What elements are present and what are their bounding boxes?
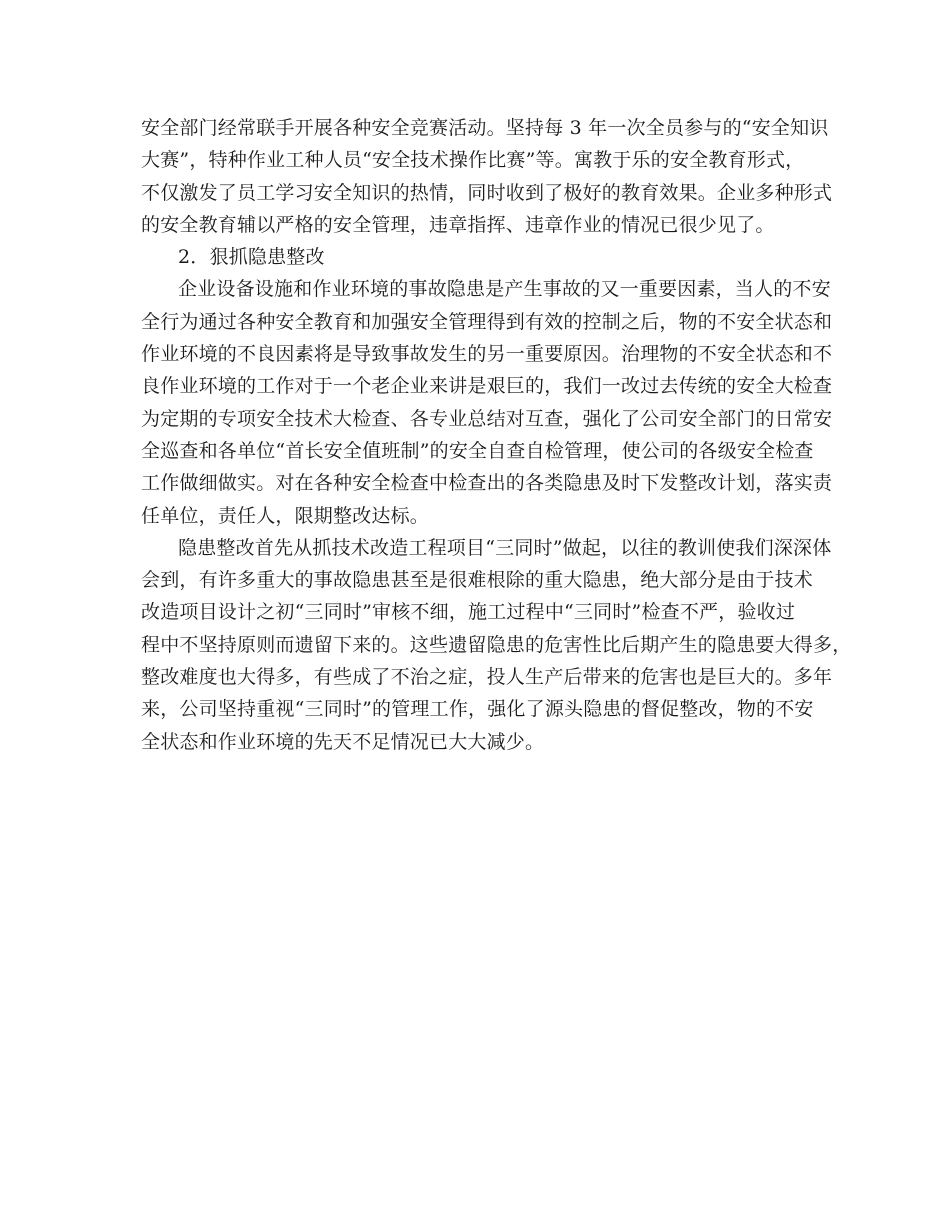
paragraph-3-line-2: 会到，有许多重大的事故隐患甚至是很难根除的重大隐患，绝大部分是由于技术	[141, 569, 814, 591]
paragraph-3-line-5: 整改难度也大得多，有些成了不治之症，投人生产后带来的危害也是巨大的。多年	[141, 666, 833, 688]
paragraph-3-line-6: 来，公司坚持重视“三同时”的管理工作，强化了源头隐患的督促整改，物的不安	[141, 698, 814, 720]
paragraph-3-line-7: 全状态和作业环境的先天不足情况已大大减少。	[141, 731, 545, 753]
paragraph-2-line-4: 良作业环境的工作对于一个老企业来讲是艰巨的，我们一改过去传统的安全大检查	[141, 375, 833, 397]
paragraph-2-line-6: 全巡查和各单位“首长安全值班制”的安全自查自检管理，使公司的各级安全检查	[141, 440, 814, 462]
section-heading: 2．狠抓隐患整改	[178, 246, 325, 268]
paragraph-3-line-3: 改造项目设计之初“三同时”审核不细，施工过程中“三同时”检查不严，验收过	[141, 601, 796, 623]
paragraph-1-line-2: 大赛”，特种作业工种人员“安全技术操作比赛”等。寓教于乐的安全教育形式，	[141, 149, 805, 171]
paragraph-2-line-2: 全行为通过各种安全教育和加强安全管理得到有效的控制之后，物的不安全状态和	[141, 311, 833, 333]
paragraph-1-line-3: 不仅激发了员工学习安全知识的热情，同时收到了极好的教育效果。企业多种形式	[141, 182, 833, 204]
paragraph-2-line-3: 作业环境的不良因素将是导致事故发生的另一重要原因。治理物的不安全状态和不	[141, 343, 833, 365]
paragraph-2-line-5: 为定期的专项安全技术大检查、各专业总结对互查，强化了公司安全部门的日常安	[141, 408, 833, 430]
paragraph-2-line-7: 工作做细做实。对在各种安全检查中检查出的各类隐患及时下发整改计划，落实责	[141, 472, 833, 494]
paragraph-2-line-8: 任单位，责任人，限期整改达标。	[141, 505, 430, 527]
paragraph-3-line-4: 程中不坚持原则而遗留下来的。这些遗留隐患的危害性比后期产生的隐患要大得多，	[141, 634, 852, 656]
paragraph-3-line-1: 隐患整改首先从抓技术改造工程项目“三同时”做起，以往的教训使我们深深体	[178, 537, 832, 559]
paragraph-1-line-1: 安全部门经常联手开展各种安全竞赛活动。坚持每 3 年一次全员参与的“安全知识	[141, 117, 829, 139]
paragraph-1-line-4: 的安全教育辅以严格的安全管理，违章指挥、违章作业的情况已很少见了。	[141, 214, 775, 236]
paragraph-2-line-1: 企业设备设施和作业环境的事故隐患是产生事故的又一重要因素，当人的不安	[178, 278, 831, 300]
